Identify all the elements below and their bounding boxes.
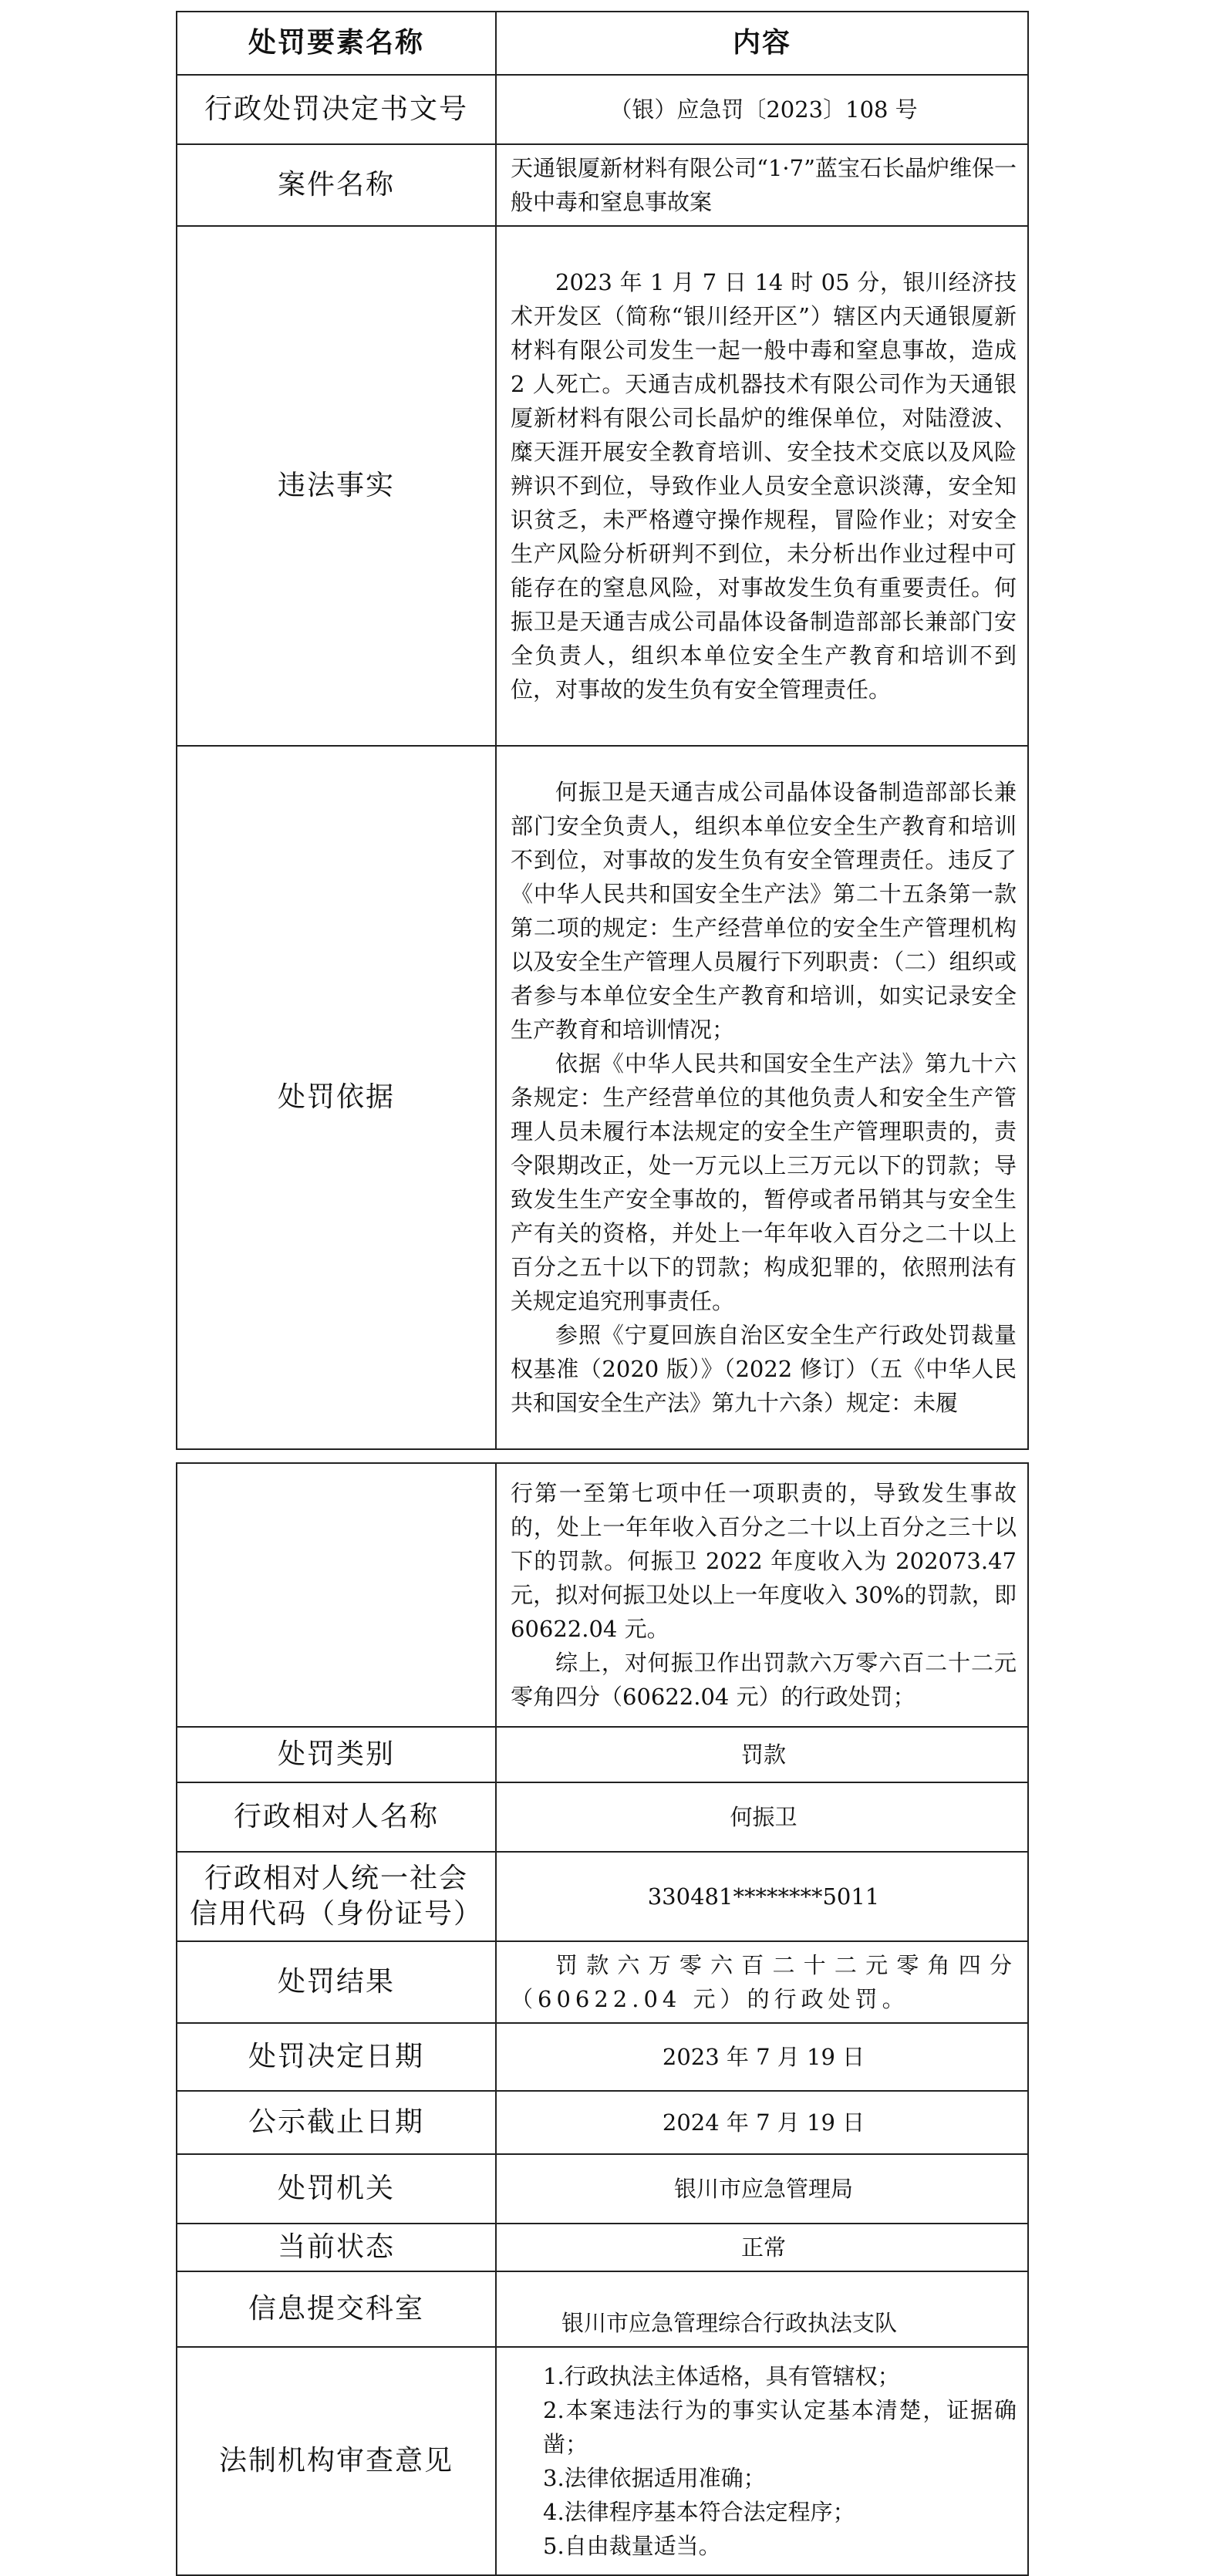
basis-row — [177, 746, 1028, 1449]
doc-no-value: （银）应急罚〔2023〕108 号 — [496, 75, 1028, 144]
review-item: 2.本案违法行为的事实认定基本清楚，证据确凿； — [543, 2397, 1017, 2457]
credit-code-value: 330481********5011 — [496, 1852, 1028, 1941]
basis-paragraph-1: 何振卫是天通吉成公司晶体设备制造部部长兼部门安全负责人，组织本单位安全生产教育和培训不到位，对事故的发生负有安全管理责任。违反了《中华人民共和国安全生产法》第二十五条第一款第二项的规定：生产经营单位的安全生产管理机构以及安全生产管理人员履行下列职责：（二）组织或者参与本单位安全生产教育和培训，如实记录安全生产教育和培训情况； — [511, 779, 1017, 1043]
category-label: 处罚类别 — [177, 1727, 496, 1782]
decision-date-label: 处罚决定日期 — [177, 2023, 496, 2091]
dept-value: 银川市应急管理综合行政执法支队 — [496, 2271, 1028, 2347]
dept-label: 信息提交科室 — [177, 2271, 496, 2347]
review-item: 1.行政执法主体适格，具有管辖权； — [543, 2363, 900, 2389]
deadline-row — [177, 2091, 1028, 2154]
credit-code-label-line1: 行政相对人统一社会 — [204, 1863, 468, 1894]
penalty-table-part2 — [176, 1462, 1029, 2576]
party-name-value: 何振卫 — [496, 1782, 1028, 1852]
deadline-label: 公示截止日期 — [177, 2091, 496, 2154]
credit-code-row — [177, 1852, 1028, 1941]
header-content: 内容 — [496, 12, 1028, 75]
facts-row — [177, 226, 1028, 746]
authority-value: 银川市应急管理局 — [496, 2154, 1028, 2224]
facts-label: 违法事实 — [177, 226, 496, 746]
case-name-row — [177, 144, 1028, 226]
penalty-table-part1 — [176, 11, 1029, 1450]
party-name-label: 行政相对人名称 — [177, 1782, 496, 1852]
review-item: 3.法律依据适用准确； — [543, 2465, 766, 2491]
result-text: 罚款六万零六百二十二元零角四分（60622.04 元）的行政处罚。 — [511, 1952, 1017, 2012]
basis-continued-value — [496, 1463, 1028, 1727]
basis-continued-row — [177, 1463, 1028, 1727]
header-row — [177, 12, 1028, 75]
review-row — [177, 2347, 1028, 2575]
review-value — [496, 2347, 1028, 2575]
result-label: 处罚结果 — [177, 1941, 496, 2023]
review-label: 法制机构审查意见 — [177, 2347, 496, 2575]
authority-label: 处罚机关 — [177, 2154, 496, 2224]
status-label: 当前状态 — [177, 2224, 496, 2271]
basis-continued-label — [177, 1463, 496, 1727]
doc-no-row — [177, 75, 1028, 144]
decision-date-row — [177, 2023, 1028, 2091]
doc-no-label: 行政处罚决定书文号 — [177, 75, 496, 144]
credit-code-label-line2: 信用代码（身份证号） — [189, 1898, 483, 1930]
case-name-label: 案件名称 — [177, 144, 496, 226]
facts-text: 2023 年 1 月 7 日 14 时 05 分，银川经济技术开发区（简称“银川经开区”）辖区内天通银厦新材料有限公司发生一起一般中毒和窒息事故，造成 2 人死亡。天通吉成机器技术有限公司作为天通银厦新材料有限公司长晶炉的维保单位，对陆澄波、糜天涯开展安全教育培训、安全技术交底以及风险辨识不到位，导致作业人员安全意识淡薄，安全知识贫乏，未严格遵守操作规程，冒险作业；对安全生产风险分析研判不到位，未分析出作业过程中可能存在的窒息风险，对事故发生负有重要责任。何振卫是天通吉成公司晶体设备制造部部长兼部门安全负责人，组织本单位安全生产教育和培训不到位，对事故的发生负有安全管理责任。 — [511, 269, 1017, 703]
dept-row — [177, 2271, 1028, 2347]
authority-row — [177, 2154, 1028, 2224]
credit-code-label — [177, 1852, 496, 1941]
status-row — [177, 2224, 1028, 2271]
category-row — [177, 1727, 1028, 1782]
facts-value — [496, 226, 1028, 746]
basis-paragraph-2: 依据《中华人民共和国安全生产法》第九十六条规定：生产经营单位的其他负责人和安全生产管理人员未履行本法规定的安全生产管理职责的，责令限期改正，处一万元以上三万元以下的罚款；导致发生生产安全事故的，暂停或者吊销其与安全生产有关的资格，并处上一年年收入百分之二十以上百分之五十以下的罚款；构成犯罪的，依照刑法有关规定追究刑事责任。 — [511, 1050, 1017, 1314]
review-item: 4.法律程序基本符合法定程序； — [543, 2499, 855, 2525]
decision-date-value: 2023 年 7 月 19 日 — [496, 2023, 1028, 2091]
header-label: 处罚要素名称 — [177, 12, 496, 75]
category-value: 罚款 — [496, 1727, 1028, 1782]
basis-value — [496, 746, 1028, 1449]
review-item: 5.自由裁量适当。 — [543, 2533, 721, 2559]
status-value: 正常 — [496, 2224, 1028, 2271]
basis-paragraph-3: 参照《宁夏回族自治区安全生产行政处罚裁量权基准（2020 版）》（2022 修订）（五《中华人民共和国安全生产法》第九十六条）规定：未履 — [511, 1322, 1017, 1416]
result-row — [177, 1941, 1028, 2023]
basis-paragraph-4: 综上，对何振卫作出罚款六万零六百二十二元零角四分（60622.04 元）的行政处罚； — [511, 1650, 1017, 1710]
party-name-row — [177, 1782, 1028, 1852]
basis-paragraph-3-continued: 行第一至第七项中任一项职责的，导致发生事故的，处上一年年收入百分之二十以上百分之三十以下的罚款。何振卫 2022 年度收入为 202073.47 元，拟对何振卫处以上一年度收入 30%的罚款，即 60622.04 元。 — [511, 1480, 1017, 1642]
basis-label: 处罚依据 — [177, 746, 496, 1449]
case-name-value: 天通银厦新材料有限公司“1·7”蓝宝石长晶炉维保一般中毒和窒息事故案 — [496, 144, 1028, 226]
deadline-value: 2024 年 7 月 19 日 — [496, 2091, 1028, 2154]
result-value — [496, 1941, 1028, 2023]
